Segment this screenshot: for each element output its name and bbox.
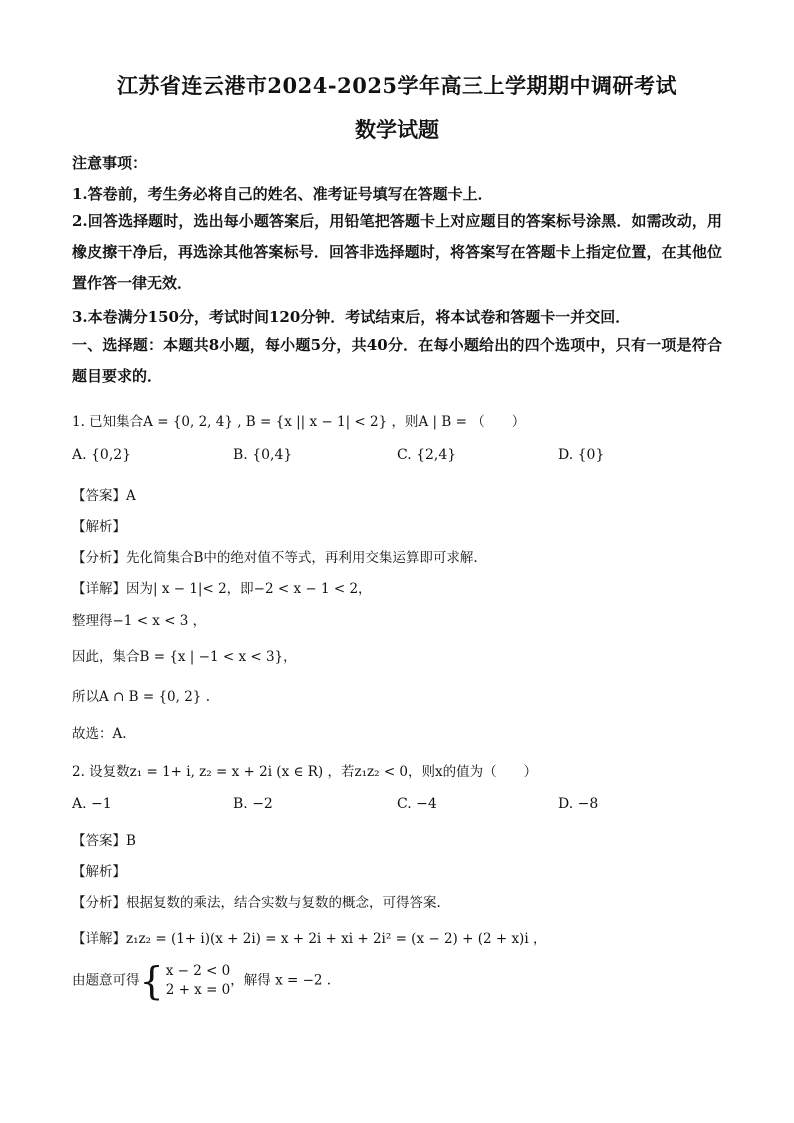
q2-system-suffix: ，解得 x = −2 . (230, 972, 332, 989)
q2-system-line-2: 2 + x = 0 (165, 982, 231, 998)
brace-icon: { (139, 959, 164, 1003)
q1-fenxi: 【分析】先化简集合B中的绝对值不等式，再利用交集运算即可求解. (72, 550, 478, 566)
q2-option-c: C. −4 (397, 796, 437, 812)
notice-item-1: 1.答卷前，考生务必将自己的姓名、准考证号填写在答题卡上． (72, 185, 493, 203)
notice-item-2: 2.回答选择题时，选出每小题答案后，用铅笔把答题卡上对应题目的答案标号涂黑．如需改动，用橡皮擦干净后，再选涂其他答案标号．回答非选择题时，将答案写在答题卡上指定位置，在其他位置作答一律无效． (72, 212, 722, 292)
q1-option-b: B. {0,4} (233, 447, 293, 463)
q2-xiangjie: 【详解】z₁z₂ = (1+ i)(x + 2i) = x + 2i + xi + 2i² = (x − 2) + (2 + x)i ， (72, 931, 547, 947)
q1-option-d: D. {0} (558, 447, 605, 463)
q2-option-a: A. −1 (72, 796, 112, 812)
q2-option-d: D. −8 (558, 796, 599, 812)
q2-analysis-heading: 【解析】 (72, 864, 126, 880)
q2-fenxi: 【分析】根据复数的乘法，结合实数与复数的概念，可得答案. (72, 895, 441, 911)
q1-choose: 故选：A. (72, 726, 127, 742)
q1-step-2: 因此，集合B = {x | −1 < x < 3}， (72, 649, 297, 665)
q2-system (72, 959, 332, 1003)
section-heading: 一、选择题：本题共8小题，每小题5分，共40分．在每小题给出的四个选项中，只有一项是符合题目要求的． (72, 336, 722, 385)
document-subtitle: 数学试题 (355, 117, 439, 142)
q2-system-prefix: 由题意可得 (72, 972, 140, 989)
q1-step-1: 整理得−1 < x < 3 ， (72, 613, 207, 629)
q1-option-a: A. {0,2} (72, 447, 132, 463)
q1-step-3: 所以A ∩ B = {0, 2} . (72, 689, 210, 705)
q2-answer: 【答案】B (72, 833, 136, 849)
q1-answer: 【答案】A (72, 488, 136, 504)
q2-system-line-1: x − 2 < 0 (165, 963, 231, 979)
q1-xiangjie: 【详解】因为| x − 1|< 2，即−2 < x − 1 < 2， (72, 581, 372, 597)
q2-option-b: B. −2 (233, 796, 273, 812)
notice-item-3: 3.本卷满分150分，考试时间120分钟．考试结束后，将本试卷和答题卡一并交回． (72, 308, 631, 326)
q1-stem: 1. 已知集合A = {0, 2, 4} , B = {x || x − 1| < 2} ，则A | B = （ ） (72, 414, 526, 430)
q1-analysis-heading: 【解析】 (72, 519, 126, 535)
q1-option-c: C. {2,4} (397, 447, 457, 463)
q2-system-lines (166, 962, 231, 1000)
document-title: 江苏省连云港市2024-2025学年高三上学期期中调研考试 (116, 73, 678, 98)
notice-heading: 注意事项： (72, 154, 148, 172)
q2-stem: 2. 设复数z₁ = 1+ i, z₂ = x + 2i (x ∈ R) ，若z₁z₂ < 0，则x的值为（ ） (72, 764, 538, 780)
